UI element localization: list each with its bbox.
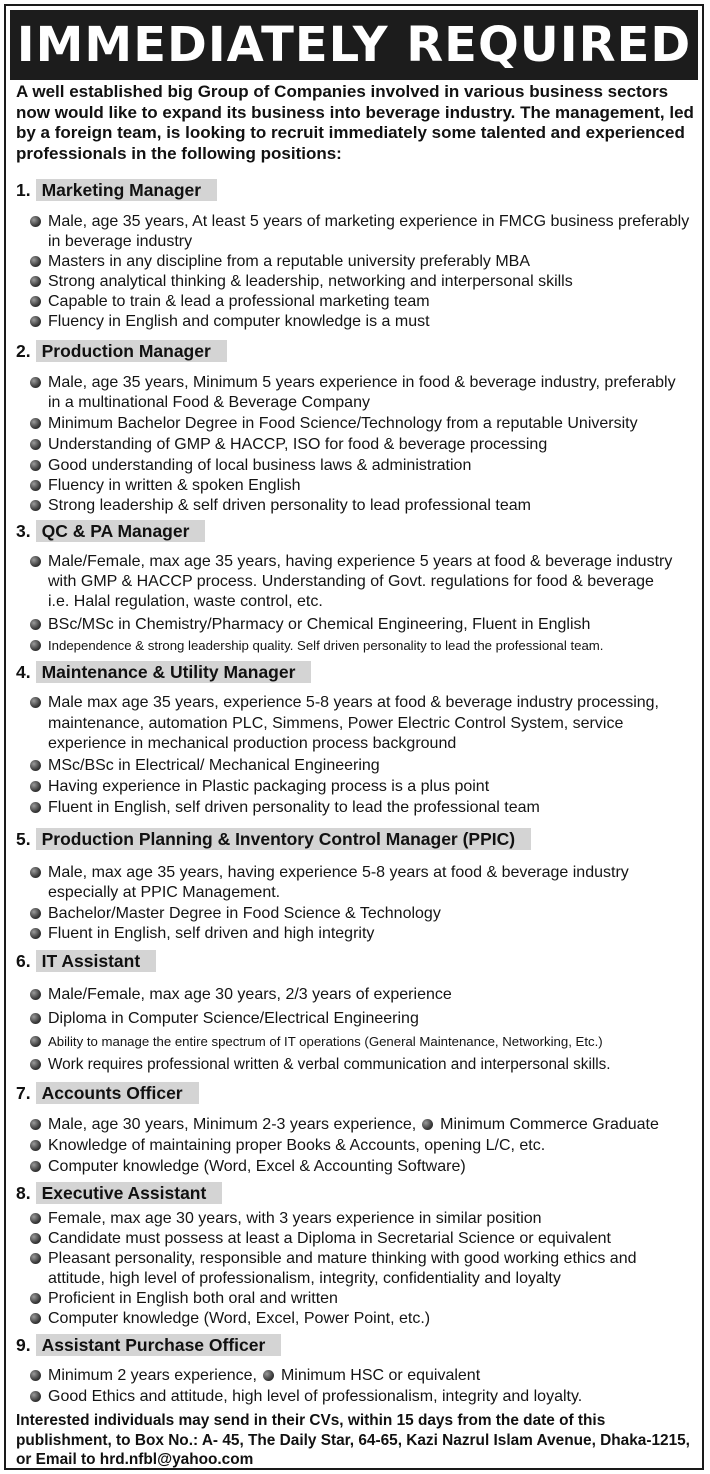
requirement-item: Computer knowledge (Word, Excel & Accounting Software) xyxy=(30,1157,466,1177)
bullet-icon xyxy=(30,377,41,388)
requirement-item: Ability to manage the entire spectrum of IT operations (General Maintenance, Networking, Etc.) xyxy=(30,1032,603,1052)
requirement-item: Computer knowledge (Word, Excel, Power Point, etc.) xyxy=(30,1309,430,1329)
bullet-icon xyxy=(30,928,41,939)
bullet-icon xyxy=(30,276,41,287)
requirement-item: Fluency in written & spoken English xyxy=(30,476,301,496)
position-title-label: Production Planning & Inventory Control Manager (PPIC) xyxy=(36,828,532,850)
bullet-icon xyxy=(30,1013,41,1024)
requirement-item: Bachelor/Master Degree in Food Science & Technology xyxy=(30,904,441,924)
requirement-continuation: in a multinational Food & Beverage Company xyxy=(48,394,370,411)
requirement-item: Minimum 2 years experience, Minimum HSC or equivalent xyxy=(30,1366,480,1386)
bullet-icon xyxy=(30,1036,41,1047)
requirement-item: Independence & strong leadership quality. Self driven personality to lead the professional team. xyxy=(30,636,603,656)
position-number: 9. xyxy=(16,1335,31,1355)
job-advertisement xyxy=(4,4,704,1470)
bullet-icon xyxy=(422,1119,433,1130)
bullet-icon xyxy=(30,1059,41,1070)
requirement-item: Proficient in English both oral and written xyxy=(30,1289,338,1309)
position-title-accounts-officer xyxy=(16,1082,199,1104)
bullet-icon xyxy=(30,908,41,919)
bullet-icon xyxy=(30,480,41,491)
requirement-item: Diploma in Computer Science/Electrical Engineering xyxy=(30,1009,419,1029)
intro-paragraph: A well established big Group of Companies involved in various business sectors now would like to expand its business into beverage industry. The management, led by a foreign team, is looking to recruit immediately some talented and experienced professionals in the following positions: xyxy=(16,82,694,163)
requirement-item: Good understanding of local business laws & administration xyxy=(30,456,471,476)
application-instructions: Interested individuals may send in their CVs, within 15 days from the date of this publishment, to Box No.: A- 45, The Daily Star, 64-65, Kazi Nazrul Islam Avenue, Dhaka-1215, or Email to hrd.nfbl@yahoo.com xyxy=(16,1412,690,1468)
bullet-icon xyxy=(30,1213,41,1224)
position-title-assistant-purchase-officer xyxy=(16,1334,281,1356)
bullet-icon xyxy=(30,619,41,630)
requirement-item: MSc/BSc in Electrical/ Mechanical Engineering xyxy=(30,756,380,776)
requirement-item: Fluent in English, self driven personality to lead the professional team xyxy=(30,798,540,818)
position-title-it-assistant xyxy=(16,950,156,972)
position-number: 6. xyxy=(16,951,31,971)
requirement-item: Female, max age 30 years, with 3 years experience in similar position xyxy=(30,1209,542,1229)
position-number: 7. xyxy=(16,1083,31,1103)
bullet-icon xyxy=(30,1370,41,1381)
bullet-icon xyxy=(30,1119,41,1130)
requirement-continuation: especially at PPIC Management. xyxy=(48,884,281,901)
bullet-icon xyxy=(30,1293,41,1304)
requirement-item: Strong analytical thinking & leadership, networking and interpersonal skills xyxy=(30,272,573,292)
position-title-label: Accounts Officer xyxy=(36,1082,199,1104)
bullet-icon xyxy=(30,296,41,307)
position-title-executive-assistant xyxy=(16,1182,222,1204)
headline-banner: IMMEDIATELY REQUIRED xyxy=(10,10,698,80)
position-title-production-manager xyxy=(16,340,227,362)
position-number: 4. xyxy=(16,662,31,682)
bullet-icon xyxy=(30,697,41,708)
bullet-icon xyxy=(30,556,41,567)
requirement-item: Male, max age 35 years, having experience 5-8 years at food & beverage industry xyxy=(30,863,629,883)
bullet-icon xyxy=(30,256,41,267)
requirement-item: Pleasant personality, responsible and mature thinking with good working ethics and xyxy=(30,1249,637,1269)
bullet-icon xyxy=(30,500,41,511)
requirement-item: BSc/MSc in Chemistry/Pharmacy or Chemical Engineering, Fluent in English xyxy=(30,615,590,635)
requirement-item: Candidate must possess at least a Diploma in Secretarial Science or equivalent xyxy=(30,1229,611,1249)
position-number: 8. xyxy=(16,1183,31,1203)
requirement-item: Work requires professional written & verbal communication and interpersonal skills. xyxy=(30,1055,611,1075)
requirement-item: Understanding of GMP & HACCP, ISO for food & beverage processing xyxy=(30,435,547,455)
bullet-icon xyxy=(30,1391,41,1402)
bullet-icon xyxy=(30,1161,41,1172)
requirement-item: Male, age 35 years, Minimum 5 years experience in food & beverage industry, preferably xyxy=(30,373,676,393)
bullet-icon xyxy=(30,1140,41,1151)
requirement-item: Male/Female, max age 35 years, having experience 5 years at food & beverage industry xyxy=(30,552,672,572)
position-title-label: Marketing Manager xyxy=(36,179,217,201)
bullet-icon xyxy=(30,418,41,429)
bullet-icon xyxy=(30,316,41,327)
bullet-icon xyxy=(263,1370,274,1381)
position-title-label: Executive Assistant xyxy=(36,1182,223,1204)
requirement-continuation: attitude, high level of professionalism, integrity, confidentiality and loyalty xyxy=(48,1270,561,1287)
bullet-icon xyxy=(30,867,41,878)
requirement-continuation: i.e. Halal regulation, waste control, etc. xyxy=(48,593,323,610)
requirement-item: Male, age 30 years, Minimum 2-3 years experience, Minimum Commerce Graduate xyxy=(30,1115,659,1135)
requirement-item: Fluency in English and computer knowledge is a must xyxy=(30,312,430,332)
requirement-item: Minimum Bachelor Degree in Food Science/Technology from a reputable University xyxy=(30,414,638,434)
bullet-icon xyxy=(30,781,41,792)
position-number: 5. xyxy=(16,829,31,849)
requirement-item: Strong leadership & self driven personality to lead professional team xyxy=(30,496,531,516)
position-title-marketing-manager xyxy=(16,179,217,201)
bullet-icon xyxy=(30,760,41,771)
bullet-icon xyxy=(30,439,41,450)
bullet-icon xyxy=(30,989,41,1000)
requirement-item: Knowledge of maintaining proper Books & Accounts, opening L/C, etc. xyxy=(30,1136,545,1156)
requirement-item: Capable to train & lead a professional marketing team xyxy=(30,292,430,312)
requirement-item: Male max age 35 years, experience 5-8 years at food & beverage industry processing, xyxy=(30,693,659,713)
position-number: 2. xyxy=(16,341,31,361)
bullet-icon xyxy=(30,460,41,471)
bullet-icon xyxy=(30,216,41,227)
requirement-item: Masters in any discipline from a reputable university preferably MBA xyxy=(30,252,530,272)
position-title-label: IT Assistant xyxy=(36,950,157,972)
position-title-qc-pa-manager xyxy=(16,520,205,542)
requirement-item: Having experience in Plastic packaging process is a plus point xyxy=(30,777,489,797)
position-number: 3. xyxy=(16,521,31,541)
bullet-icon xyxy=(30,802,41,813)
position-title-label: QC & PA Manager xyxy=(36,520,206,542)
bullet-icon xyxy=(30,1233,41,1244)
requirement-item: Male/Female, max age 30 years, 2/3 years of experience xyxy=(30,985,452,1005)
requirement-continuation: experience in mechanical production process background xyxy=(48,735,457,752)
requirement-item: Good Ethics and attitude, high level of professionalism, integrity and loyalty. xyxy=(30,1387,582,1407)
bullet-icon xyxy=(30,640,41,651)
position-title-maintenance-utility-manager xyxy=(16,661,311,683)
requirement-continuation: maintenance, automation PLC, Simmens, Power Electric Control System, service xyxy=(48,715,624,732)
position-title-label: Production Manager xyxy=(36,340,227,362)
requirement-item: Male, age 35 years, At least 5 years of marketing experience in FMCG business preferably xyxy=(30,212,689,232)
requirement-item: Fluent in English, self driven and high integrity xyxy=(30,924,374,944)
requirement-continuation: with GMP & HACCP process. Understanding of Govt. regulations for food & beverage xyxy=(48,573,654,590)
position-title-label: Assistant Purchase Officer xyxy=(36,1334,282,1356)
position-number: 1. xyxy=(16,180,31,200)
position-title-ppic-manager xyxy=(16,828,531,850)
bullet-icon xyxy=(30,1253,41,1264)
bullet-icon xyxy=(30,1313,41,1324)
position-title-label: Maintenance & Utility Manager xyxy=(36,661,312,683)
requirement-continuation: in beverage industry xyxy=(48,233,193,250)
